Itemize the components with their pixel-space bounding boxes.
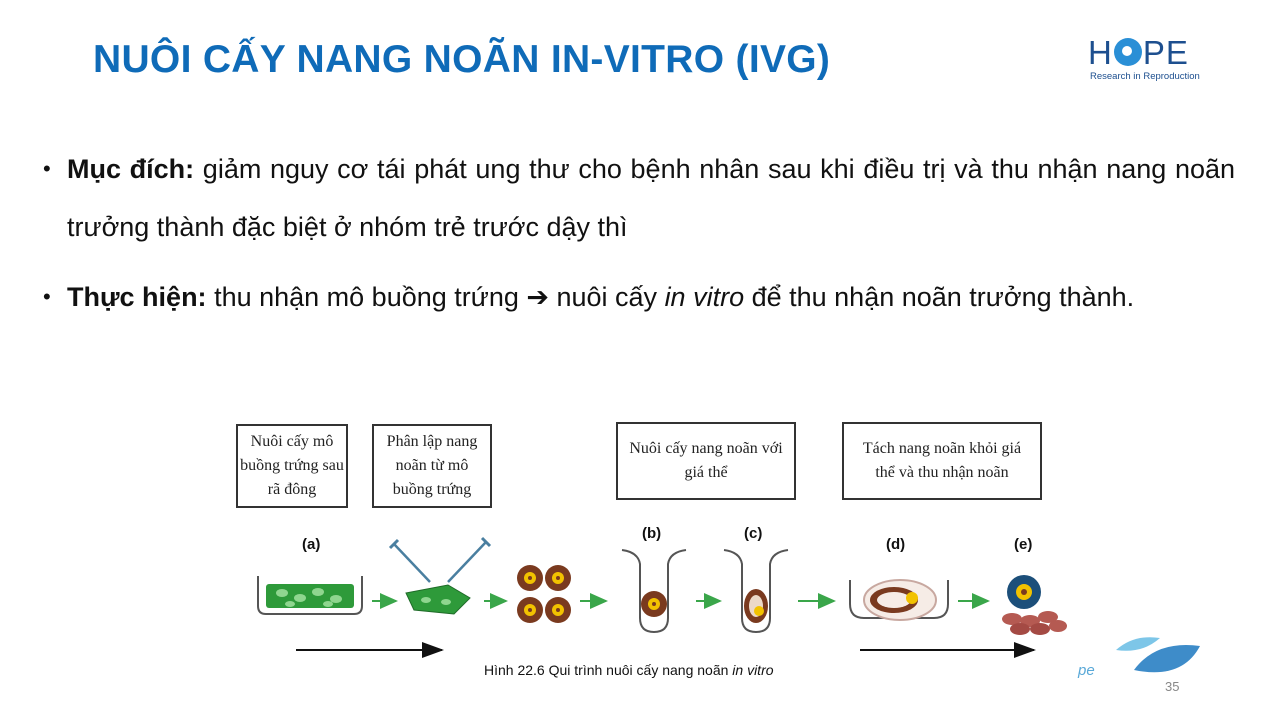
corner-watermark-text: pe — [1078, 662, 1095, 679]
bullet-text: giảm nguy cơ tái phát ung thư cho bệnh nhân sau khi điều trị và thu nhận nang noãn trưởng thành đặc biệt ở nhóm trẻ trước dậy thì — [67, 154, 1236, 242]
tissue-dissection — [390, 538, 490, 614]
step-box-2: Phân lập nang noãn từ mô buồng trứng — [372, 424, 492, 508]
bullet-procedure: • Thực hiện: thu nhận mô buồng trứng ➔ nuôi cấy in vitro để thu nhận noãn trưởng thành. — [43, 268, 1235, 326]
step-label-d: (d) — [886, 536, 906, 553]
petri-dish-d — [850, 580, 948, 620]
step-box-3: Nuôi cấy nang noãn với giá thể — [616, 422, 796, 500]
bullet-dot-icon: • — [43, 156, 51, 181]
hope-logo — [1088, 34, 1208, 84]
leaf-logo-icon — [1112, 632, 1202, 680]
step-box-4: Tách nang noãn khỏi giá thể và thu nhận noãn — [842, 422, 1042, 500]
logo-eye-icon — [1114, 38, 1142, 66]
page-number: 35 — [1165, 679, 1180, 694]
ivg-process-figure — [240, 418, 1076, 682]
culture-tube-b — [622, 550, 686, 632]
isolated-follicles — [517, 565, 571, 623]
figure-caption: Hình 22.6 Qui trình nuôi cấy nang noãn in vitro — [484, 662, 774, 678]
step-label-c: (c) — [744, 525, 763, 542]
bullet-purpose — [43, 140, 1235, 256]
logo-subtitle: Research in Reproduction — [1090, 71, 1200, 82]
step-label-a: (a) — [302, 536, 321, 553]
culture-tube-c — [724, 550, 788, 632]
bullet-list — [43, 140, 1235, 338]
step-label-e: (e) — [1014, 536, 1033, 553]
bullet-label: Mục đích: — [67, 154, 195, 184]
slide-title: NUÔI CẤY NANG NOÃN IN-VITRO (IVG) — [93, 38, 831, 81]
logo-wordmark: H PE — [1088, 34, 1189, 71]
italic-term: in vitro — [664, 282, 745, 312]
petri-dish-a — [258, 576, 362, 614]
step-label-b: (b) — [642, 525, 662, 542]
bullet-dot-icon: • — [43, 284, 51, 309]
mature-oocyte-e — [1002, 575, 1067, 635]
bullet-label: Thực hiện: — [67, 282, 207, 312]
step-box-1: Nuôi cấy mô buồng trứng sau rã đông — [236, 424, 348, 508]
arrow-icon: ➔ — [526, 282, 549, 312]
